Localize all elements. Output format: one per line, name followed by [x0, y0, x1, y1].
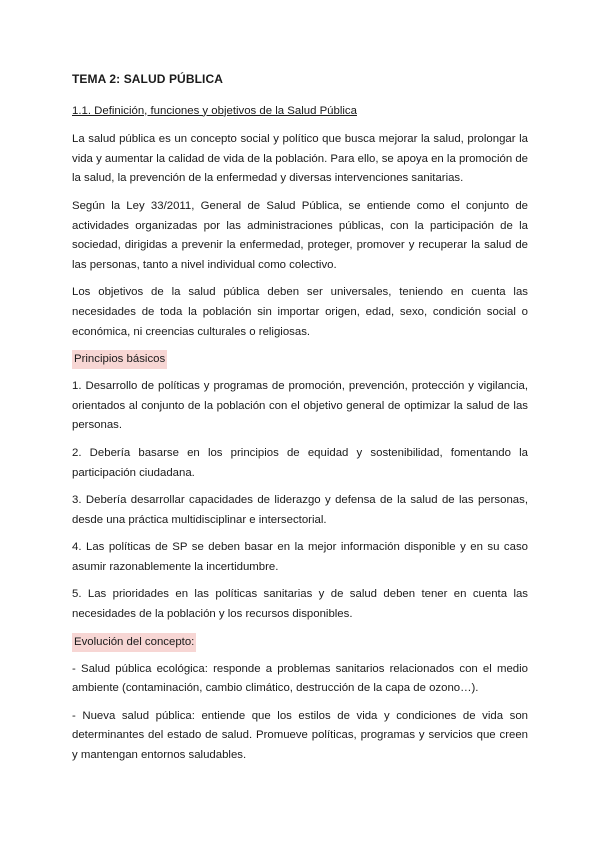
principles-heading: Principios básicos — [72, 350, 167, 369]
page-title: TEMA 2: SALUD PÚBLICA — [72, 72, 223, 86]
principles-list — [72, 377, 528, 625]
intro-paragraph: Según la Ley 33/2011, General de Salud Pública, se entiende como el conjunto de actividades organizadas por las administraciones públicas, con la participación de la sociedad, dirigidas a prevenir la enfermedad, proteger, promover y recuperar la salud de las personas, tanto a nivel individual como colectivo. — [72, 199, 528, 271]
evolution-list — [72, 660, 528, 766]
intro-paragraph: Los objetivos de la salud pública deben ser universales, teniendo en cuenta las necesidades de toda la población sin importar origen, edad, sexo, condición social o económica, ni creencias culturales o religiosas. — [72, 286, 528, 338]
principle-item: 5. Las prioridades en las políticas sanitarias y de salud deben tener en cuenta las necesidades de la población y los recursos disponibles. — [72, 588, 528, 621]
evolution-item: - Nueva salud pública: entiende que los estilos de vida y condiciones de vida son determinantes del estado de salud. Promueve políticas, programas y servicios que creen y mantengan entornos saludables. — [72, 709, 528, 762]
evolution-heading: Evolución del concepto: — [72, 633, 196, 652]
intro-paragraph: La salud pública es un concepto social y político que busca mejorar la salud, prolongar la vida y aumentar la calidad de vida de la población. Para ello, se apoya en la promoción de la salud, la prevención de la enfermedad y diversas intervenciones sanitarias. — [72, 133, 528, 185]
principle-item: 1. Desarrollo de políticas y programas de promoción, prevención, protección y vigilancia, orientados al conjunto de la población con el objetivo general de optimizar la salud de las personas. — [72, 380, 528, 432]
evolution-item: - Salud pública ecológica: responde a problemas sanitarios relacionados con el medio ambiente (contaminación, cambio climático, destrucción de la capa de ozono…). — [72, 662, 528, 695]
section-subtitle: 1.1. Definición, funciones y objetivos de la Salud Pública — [72, 104, 357, 117]
principle-item: 2. Debería basarse en los principios de equidad y sostenibilidad, fomentando la participación ciudadana. — [72, 446, 528, 479]
principle-item: 3. Debería desarrollar capacidades de liderazgo y defensa de la salud de las personas, desde una práctica multidisciplinar e intersectorial. — [72, 494, 528, 526]
intro-section — [72, 130, 528, 342]
principle-item: 4. Las políticas de SP se deben basar en la mejor información disponible y en su caso asumir razonablemente la incertidumbre. — [72, 541, 528, 573]
